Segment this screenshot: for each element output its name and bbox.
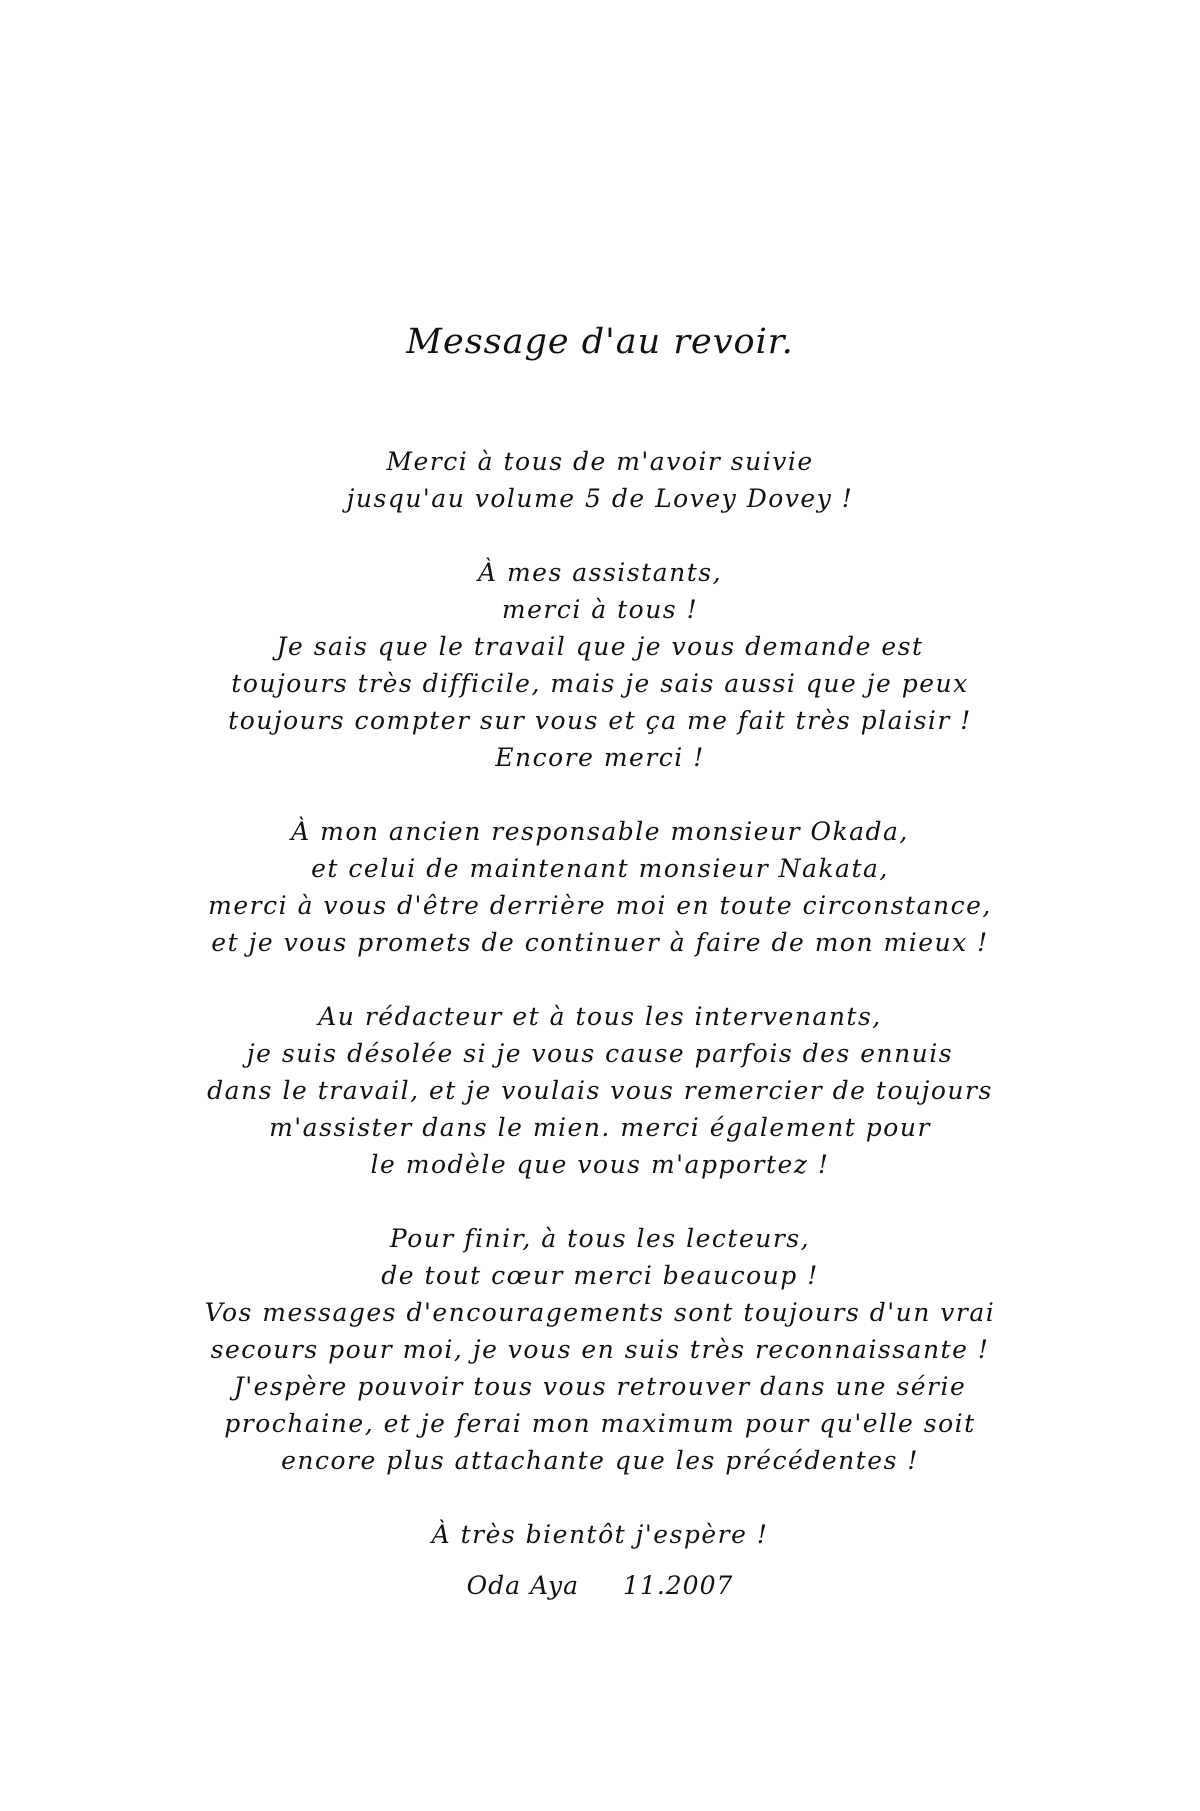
text-line: dans le travail, et je voulais vous remercier de toujours [207, 1076, 993, 1105]
text-line: prochaine, et je ferai mon maximum pour qu'elle soit [224, 1409, 976, 1438]
text-line: Vos messages d'encouragements sont toujours d'un vrai [204, 1298, 996, 1327]
text-line: À très bientôt j'espère ! [431, 1520, 769, 1549]
signature [0, 1571, 1200, 1600]
paragraph-editors [200, 813, 1000, 961]
text-line: toujours compter sur vous et ça me fait très plaisir ! [228, 706, 972, 735]
signature-date: 11.2007 [623, 1571, 734, 1600]
paragraph-assistants [200, 554, 1000, 776]
paragraph-thanks-readers [200, 443, 1000, 517]
text-line: Merci à tous de m'avoir suivie [386, 447, 814, 476]
text-line: et celui de maintenant monsieur Nakata, [311, 854, 889, 883]
text-line: Pour finir, à tous les lecteurs, [389, 1224, 811, 1253]
paragraph-closing [200, 1516, 1000, 1553]
text-line: le modèle que vous m'apportez ! [370, 1150, 830, 1179]
text-line: je suis désolée si je vous cause parfois des ennuis [246, 1039, 954, 1068]
text-line: toujours très difficile, mais je sais aussi que je peux [231, 669, 969, 698]
text-line: J'espère pouvoir tous vous retrouver dans une série [233, 1372, 967, 1401]
text-line: merci à tous ! [501, 595, 699, 624]
text-line: Encore merci ! [495, 743, 705, 772]
text-line: et je vous promets de continuer à faire de mon mieux ! [211, 928, 989, 957]
author-name: Oda Aya [466, 1571, 580, 1600]
text-line: Je sais que le travail que je vous demande est [276, 632, 924, 661]
message-body [200, 443, 1000, 1590]
text-line: secours pour moi, je vous en suis très reconnaissante ! [210, 1335, 990, 1364]
text-line: jusqu'au volume 5 de Lovey Dovey ! [346, 484, 854, 513]
text-line: À mon ancien responsable monsieur Okada, [291, 817, 909, 846]
text-line: encore plus attachante que les précédentes ! [281, 1446, 919, 1475]
text-line: À mes assistants, [477, 558, 723, 587]
page-title: Message d'au revoir. [406, 322, 794, 362]
paragraph-readers [200, 1220, 1000, 1479]
text-line: m'assister dans le mien. merci également pour [269, 1113, 931, 1142]
text-line: merci à vous d'être derrière moi en toute circonstance, [208, 891, 992, 920]
text-line: Au rédacteur et à tous les intervenants, [318, 1002, 882, 1031]
text-line: de tout cœur merci beaucoup ! [381, 1261, 819, 1290]
paragraph-staff [200, 998, 1000, 1183]
